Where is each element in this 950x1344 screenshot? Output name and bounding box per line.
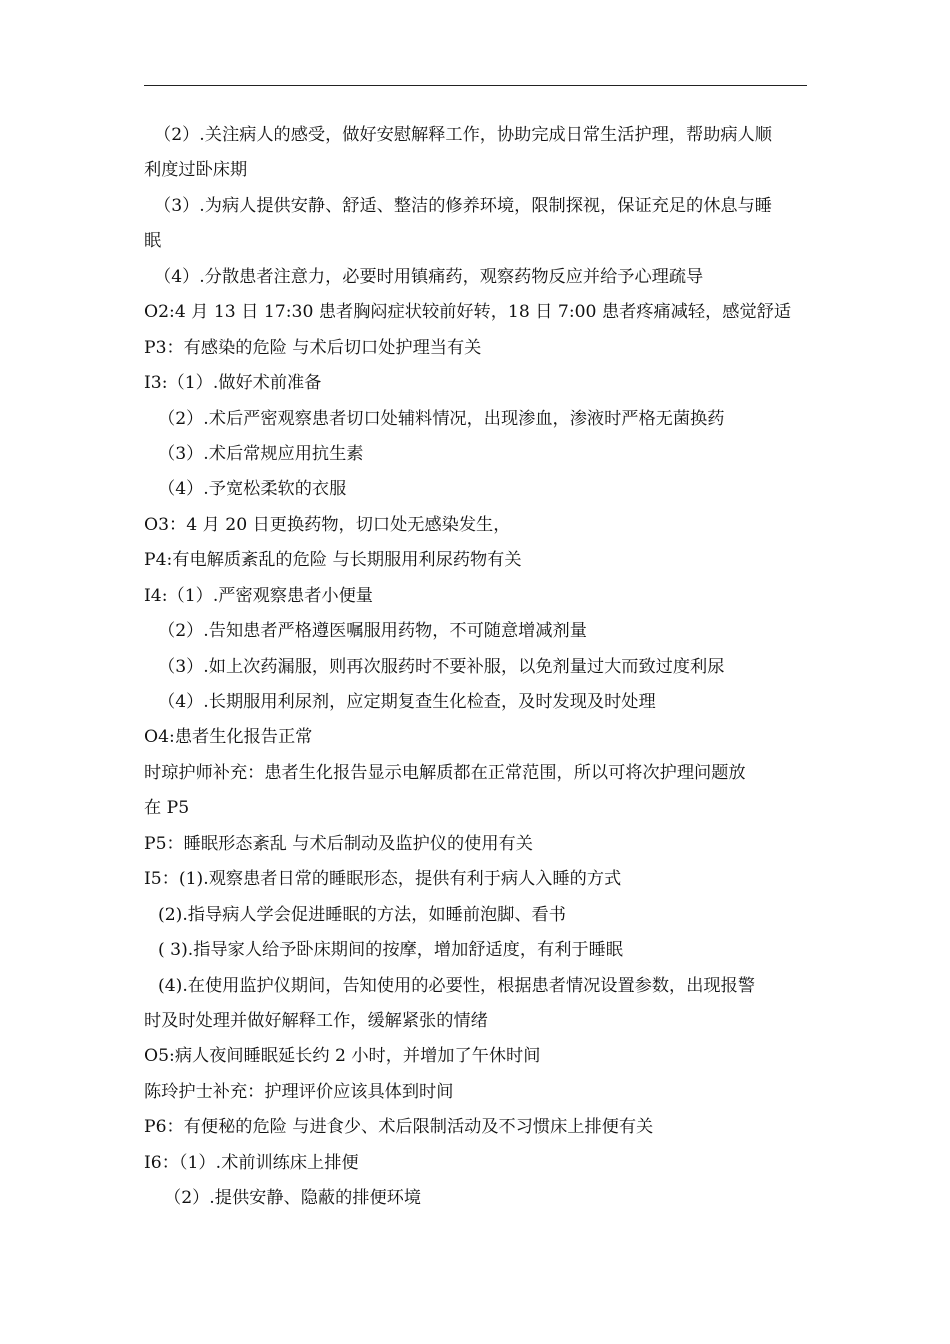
text-line: O5:病人夜间睡眠延长约 2 小时，并增加了午休时间	[144, 1046, 541, 1067]
text-line: （3）.如上次药漏服，则再次服药时不要补服，以免剂量过大而致过度利尿	[158, 656, 725, 677]
text-line: （2）.提供安静、隐蔽的排便环境	[164, 1188, 422, 1209]
text-line: P4:有电解质紊乱的危险 与长期服用利尿药物有关	[144, 550, 522, 571]
document-body	[144, 118, 816, 1217]
text-line: （2）.术后严密观察患者切口处辅料情况，出现渗血，渗液时严格无菌换药	[158, 408, 725, 429]
text-line: P6：有便秘的危险 与进食少、术后限制活动及不习惯床上排便有关	[144, 1117, 654, 1138]
text-line: （4）.长期服用利尿剂，应定期复查生化检查，及时发现及时处理	[158, 692, 656, 712]
text-line: （4）.予宽松柔软的衣服	[158, 479, 347, 500]
text-line: (2).指导病人学会促进睡眠的方法，如睡前泡脚、看书	[158, 904, 566, 925]
text-line: 陈玲护士补充：护理评价应该具体到时间	[144, 1081, 454, 1102]
text-line: 在 P5	[144, 798, 190, 819]
text-line: (4).在使用监护仪期间，告知使用的必要性，根据患者情况设置参数，出现报警	[158, 975, 756, 996]
text-line: O3：4 月 20 日更换药物，切口处无感染发生，	[144, 514, 511, 535]
text-line: I6：（1）.术前训练床上排便	[144, 1152, 359, 1173]
text-line: O2:4 月 13 日 17:30 患者胸闷症状较前好转，18 日 7:00 患者疼痛减轻，感觉舒适	[144, 302, 792, 323]
text-line: 时琼护师补充：患者生化报告显示电解质都在正常范围，所以可将次护理问题放	[144, 762, 746, 783]
text-line: I4:（1）.严密观察患者小便量	[144, 585, 373, 606]
text-line: I3:（1）.做好术前准备	[144, 373, 322, 394]
text-line: P5：睡眠形态紊乱 与术后制动及监护仪的使用有关	[144, 833, 533, 854]
text-line: 利度过卧床期	[144, 160, 248, 181]
text-line: P3：有感染的危险 与术后切口处护理当有关	[144, 337, 482, 358]
text-line: （2）.告知患者严格遵医嘱服用药物，不可随意增减剂量	[158, 621, 587, 642]
text-line: （3）.为病人提供安静、舒适、整洁的修养环境，限制探视，保证充足的休息与睡	[154, 195, 772, 216]
text-line: ( 3).指导家人给予卧床期间的按摩，增加舒适度，有利于睡眠	[158, 940, 623, 961]
text-line: （4）.分散患者注意力，必要时用镇痛药，观察药物反应并给予心理疏导	[154, 266, 704, 287]
header-rule	[144, 85, 807, 86]
text-line: （3）.术后常规应用抗生素	[158, 443, 364, 464]
text-line: 眠	[144, 231, 162, 252]
text-line: （2）.关注病人的感受，做好安慰解释工作，协助完成日常生活护理，帮助病人顺	[154, 125, 772, 145]
text-line: I5：(1).观察患者日常的睡眠形态，提供有利于病人入睡的方式	[144, 869, 622, 890]
text-line: O4:患者生化报告正常	[144, 727, 313, 748]
text-line: 时及时处理并做好解释工作，缓解紧张的情绪	[144, 1010, 488, 1031]
